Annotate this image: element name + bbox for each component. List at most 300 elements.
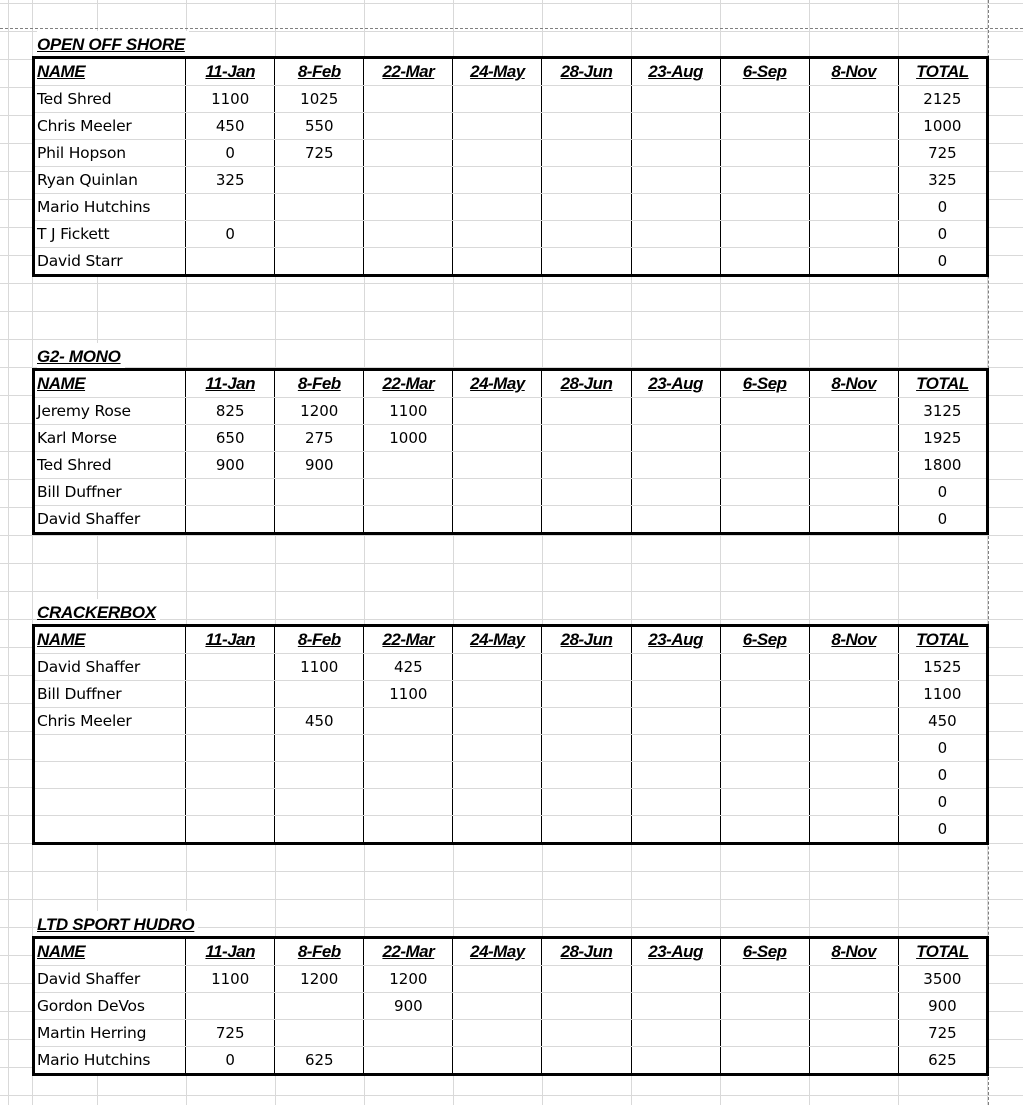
score-cell[interactable]	[186, 708, 275, 735]
score-cell[interactable]	[453, 708, 542, 735]
score-cell[interactable]	[631, 735, 720, 762]
score-cell[interactable]	[453, 86, 542, 113]
score-cell[interactable]	[809, 221, 898, 248]
score-cell[interactable]	[809, 506, 898, 534]
score-cell[interactable]	[453, 248, 542, 276]
score-cell[interactable]	[809, 681, 898, 708]
score-cell[interactable]	[364, 789, 453, 816]
score-cell[interactable]	[364, 506, 453, 534]
score-cell[interactable]	[809, 167, 898, 194]
table-row	[34, 398, 988, 425]
score-cell[interactable]	[186, 248, 275, 276]
total-cell[interactable]: 0	[898, 248, 987, 276]
total-cell[interactable]: 1525	[898, 654, 987, 681]
header-cell-date[interactable]: 28-Jun	[542, 370, 631, 398]
score-cell[interactable]	[631, 398, 720, 425]
score-cell[interactable]	[720, 167, 809, 194]
score-cell[interactable]	[720, 762, 809, 789]
section-title[interactable]: LTD SPORT HUDRO	[37, 911, 198, 939]
table-row	[34, 708, 988, 735]
score-cell[interactable]	[453, 993, 542, 1020]
score-cell[interactable]	[186, 816, 275, 844]
header-cell-name[interactable]: NAME	[34, 370, 186, 398]
score-cell[interactable]	[720, 398, 809, 425]
score-cell[interactable]	[809, 248, 898, 276]
score-cell[interactable]	[809, 816, 898, 844]
header-cell-date[interactable]: 22-Mar	[364, 370, 453, 398]
table-row	[34, 452, 988, 479]
score-cell[interactable]	[364, 194, 453, 221]
name-cell[interactable]: Ted Shred	[34, 86, 186, 113]
score-cell[interactable]	[809, 113, 898, 140]
score-cell[interactable]	[720, 140, 809, 167]
score-cell[interactable]	[364, 479, 453, 506]
table-row	[34, 654, 988, 681]
score-cell[interactable]	[542, 708, 631, 735]
table-row	[34, 735, 988, 762]
score-cell[interactable]	[809, 140, 898, 167]
score-cell[interactable]	[631, 113, 720, 140]
score-cell[interactable]	[720, 479, 809, 506]
name-cell[interactable]	[34, 735, 186, 762]
total-cell[interactable]: 0	[898, 789, 987, 816]
score-cell[interactable]	[631, 248, 720, 276]
score-cell[interactable]	[542, 762, 631, 789]
score-cell[interactable]	[275, 993, 364, 1020]
score-cell[interactable]: 900	[364, 993, 453, 1020]
score-cell[interactable]	[809, 789, 898, 816]
score-cell[interactable]: 1100	[364, 681, 453, 708]
section-title[interactable]: OPEN OFF SHORE	[37, 31, 189, 59]
total-cell[interactable]: 0	[898, 816, 987, 844]
score-cell[interactable]	[186, 506, 275, 534]
header-cell-date[interactable]: 28-Jun	[542, 626, 631, 654]
score-cell[interactable]	[631, 654, 720, 681]
name-cell[interactable]: David Shaffer	[34, 506, 186, 534]
total-cell[interactable]: 725	[898, 1020, 987, 1047]
score-cell[interactable]	[186, 762, 275, 789]
header-row	[34, 370, 988, 398]
header-cell-date[interactable]: 8-Feb	[275, 626, 364, 654]
score-cell[interactable]	[364, 221, 453, 248]
score-cell[interactable]	[542, 248, 631, 276]
score-cell[interactable]	[631, 194, 720, 221]
header-cell-date[interactable]: 8-Nov	[809, 626, 898, 654]
score-cell[interactable]	[542, 681, 631, 708]
table-row	[34, 248, 988, 276]
header-cell-date[interactable]: 11-Jan	[186, 58, 275, 86]
score-cell[interactable]: 0	[186, 1047, 275, 1075]
score-cell[interactable]	[275, 167, 364, 194]
score-cell[interactable]	[186, 654, 275, 681]
score-cell[interactable]	[720, 789, 809, 816]
score-cell[interactable]	[453, 221, 542, 248]
score-cell[interactable]	[631, 681, 720, 708]
header-cell-date[interactable]: 8-Nov	[809, 370, 898, 398]
score-cell[interactable]	[364, 167, 453, 194]
score-cell[interactable]	[453, 654, 542, 681]
score-cell[interactable]	[453, 506, 542, 534]
name-cell[interactable]: David Shaffer	[34, 654, 186, 681]
table-row	[34, 681, 988, 708]
header-cell-name[interactable]: NAME	[34, 58, 186, 86]
score-cell[interactable]: 1200	[275, 966, 364, 993]
score-cell[interactable]	[542, 425, 631, 452]
header-cell-date[interactable]: 6-Sep	[720, 58, 809, 86]
total-cell[interactable]: 0	[898, 221, 987, 248]
score-cell[interactable]: 1000	[364, 425, 453, 452]
header-cell-date[interactable]: 24-May	[453, 938, 542, 966]
score-cell[interactable]	[453, 762, 542, 789]
score-cell[interactable]	[542, 398, 631, 425]
score-cell[interactable]	[364, 140, 453, 167]
score-cell[interactable]	[809, 86, 898, 113]
score-cell[interactable]	[809, 654, 898, 681]
score-cell[interactable]	[720, 194, 809, 221]
score-cell[interactable]	[542, 1047, 631, 1075]
header-cell-date[interactable]: 8-Nov	[809, 58, 898, 86]
name-cell[interactable]: Chris Meeler	[34, 113, 186, 140]
header-cell-date[interactable]: 23-Aug	[631, 938, 720, 966]
score-cell[interactable]	[542, 113, 631, 140]
score-cell[interactable]	[631, 167, 720, 194]
score-cell[interactable]	[364, 816, 453, 844]
score-cell[interactable]	[542, 86, 631, 113]
score-cell[interactable]	[809, 398, 898, 425]
results-table	[32, 368, 989, 535]
name-cell[interactable]: Mario Hutchins	[34, 194, 186, 221]
score-cell[interactable]	[364, 248, 453, 276]
total-cell[interactable]: 625	[898, 1047, 987, 1075]
score-cell[interactable]	[364, 113, 453, 140]
score-cell[interactable]: 0	[186, 221, 275, 248]
section-title[interactable]: G2- MONO	[37, 343, 125, 371]
score-cell[interactable]	[809, 708, 898, 735]
score-cell[interactable]	[542, 194, 631, 221]
total-cell[interactable]: 0	[898, 194, 987, 221]
header-cell-date[interactable]: 11-Jan	[186, 938, 275, 966]
score-cell[interactable]	[720, 1047, 809, 1075]
score-cell[interactable]	[720, 248, 809, 276]
header-cell-date[interactable]: 8-Feb	[275, 938, 364, 966]
total-cell[interactable]: 0	[898, 479, 987, 506]
header-cell-date[interactable]: 24-May	[453, 58, 542, 86]
score-cell[interactable]	[542, 221, 631, 248]
score-cell[interactable]	[631, 479, 720, 506]
score-cell[interactable]	[186, 194, 275, 221]
score-cell[interactable]	[720, 735, 809, 762]
score-cell[interactable]	[453, 1020, 542, 1047]
score-cell[interactable]	[631, 993, 720, 1020]
table-row	[34, 816, 988, 844]
results-table	[32, 56, 989, 277]
name-cell[interactable]: T J Fickett	[34, 221, 186, 248]
score-cell[interactable]	[364, 735, 453, 762]
score-cell[interactable]	[542, 654, 631, 681]
header-cell-date[interactable]: 8-Nov	[809, 938, 898, 966]
header-cell-name[interactable]: NAME	[34, 626, 186, 654]
score-cell[interactable]	[364, 1020, 453, 1047]
score-cell[interactable]	[720, 425, 809, 452]
score-cell[interactable]: 1025	[275, 86, 364, 113]
score-cell[interactable]	[542, 452, 631, 479]
total-cell[interactable]: 725	[898, 140, 987, 167]
score-cell[interactable]	[453, 1047, 542, 1075]
name-cell[interactable]: David Starr	[34, 248, 186, 276]
table-row	[34, 86, 988, 113]
score-cell[interactable]	[809, 452, 898, 479]
score-cell[interactable]	[453, 425, 542, 452]
score-cell[interactable]	[275, 221, 364, 248]
score-cell[interactable]	[809, 735, 898, 762]
header-cell-total[interactable]: TOTAL	[898, 626, 987, 654]
table-row	[34, 221, 988, 248]
score-cell[interactable]: 425	[364, 654, 453, 681]
name-cell[interactable]	[34, 762, 186, 789]
score-cell[interactable]	[453, 113, 542, 140]
score-cell[interactable]	[720, 221, 809, 248]
score-cell[interactable]	[275, 681, 364, 708]
results-table	[32, 624, 989, 845]
table-row	[34, 479, 988, 506]
page-break-horizontal	[0, 28, 1023, 29]
score-cell[interactable]	[631, 452, 720, 479]
header-cell-date[interactable]: 28-Jun	[542, 938, 631, 966]
score-cell[interactable]	[809, 194, 898, 221]
score-cell[interactable]: 725	[186, 1020, 275, 1047]
header-cell-date[interactable]: 6-Sep	[720, 370, 809, 398]
table-row	[34, 194, 988, 221]
score-cell[interactable]	[542, 167, 631, 194]
score-cell[interactable]	[720, 816, 809, 844]
header-cell-date[interactable]: 22-Mar	[364, 58, 453, 86]
score-cell[interactable]: 550	[275, 113, 364, 140]
score-cell[interactable]	[809, 762, 898, 789]
score-cell[interactable]	[186, 479, 275, 506]
score-cell[interactable]: 900	[186, 452, 275, 479]
section-title[interactable]: CRACKERBOX	[37, 599, 160, 627]
name-cell[interactable]: Jeremy Rose	[34, 398, 186, 425]
score-cell[interactable]: 450	[275, 708, 364, 735]
total-cell[interactable]: 1000	[898, 113, 987, 140]
score-cell[interactable]	[542, 789, 631, 816]
total-cell[interactable]: 1800	[898, 452, 987, 479]
total-cell[interactable]: 325	[898, 167, 987, 194]
score-cell[interactable]	[631, 708, 720, 735]
score-cell[interactable]: 1200	[275, 398, 364, 425]
score-cell[interactable]	[542, 966, 631, 993]
header-row	[34, 626, 988, 654]
score-cell[interactable]: 1100	[275, 654, 364, 681]
score-cell[interactable]	[631, 789, 720, 816]
score-cell[interactable]	[186, 735, 275, 762]
total-cell[interactable]: 3500	[898, 966, 987, 993]
score-cell[interactable]	[275, 789, 364, 816]
score-cell[interactable]	[186, 993, 275, 1020]
name-cell[interactable]: Karl Morse	[34, 425, 186, 452]
header-cell-date[interactable]: 22-Mar	[364, 626, 453, 654]
score-cell[interactable]: 1100	[186, 966, 275, 993]
score-cell[interactable]	[720, 113, 809, 140]
score-cell[interactable]	[631, 425, 720, 452]
table-row	[34, 789, 988, 816]
score-cell[interactable]	[275, 194, 364, 221]
score-cell[interactable]	[186, 789, 275, 816]
results-table	[32, 936, 989, 1076]
score-cell[interactable]	[720, 708, 809, 735]
score-cell[interactable]	[453, 167, 542, 194]
score-cell[interactable]	[364, 452, 453, 479]
name-cell[interactable]: Gordon DeVos	[34, 993, 186, 1020]
total-cell[interactable]: 0	[898, 762, 987, 789]
table-row	[34, 1047, 988, 1075]
header-cell-date[interactable]: 23-Aug	[631, 370, 720, 398]
total-cell[interactable]: 900	[898, 993, 987, 1020]
total-cell[interactable]: 3125	[898, 398, 987, 425]
score-cell[interactable]	[720, 966, 809, 993]
name-cell[interactable]: David Shaffer	[34, 966, 186, 993]
score-cell[interactable]	[453, 140, 542, 167]
score-cell[interactable]	[364, 86, 453, 113]
total-cell[interactable]: 1925	[898, 425, 987, 452]
score-cell[interactable]	[275, 248, 364, 276]
header-cell-date[interactable]: 23-Aug	[631, 626, 720, 654]
score-cell[interactable]	[453, 398, 542, 425]
name-cell[interactable]: Bill Duffner	[34, 681, 186, 708]
header-cell-date[interactable]: 11-Jan	[186, 370, 275, 398]
score-cell[interactable]	[542, 506, 631, 534]
name-cell[interactable]: Martin Herring	[34, 1020, 186, 1047]
name-cell[interactable]: Bill Duffner	[34, 479, 186, 506]
score-cell[interactable]	[720, 452, 809, 479]
total-cell[interactable]: 0	[898, 735, 987, 762]
name-cell[interactable]: Mario Hutchins	[34, 1047, 186, 1075]
name-cell[interactable]	[34, 816, 186, 844]
score-cell[interactable]: 1200	[364, 966, 453, 993]
total-cell[interactable]: 1100	[898, 681, 987, 708]
header-cell-name[interactable]: NAME	[34, 938, 186, 966]
score-cell[interactable]	[275, 762, 364, 789]
score-cell[interactable]	[542, 993, 631, 1020]
score-cell[interactable]	[275, 506, 364, 534]
header-cell-total[interactable]: TOTAL	[898, 370, 987, 398]
name-cell[interactable]	[34, 789, 186, 816]
score-cell[interactable]	[275, 735, 364, 762]
total-cell[interactable]: 2125	[898, 86, 987, 113]
total-cell[interactable]: 0	[898, 506, 987, 534]
score-cell[interactable]: 900	[275, 452, 364, 479]
name-cell[interactable]: Ted Shred	[34, 452, 186, 479]
score-cell[interactable]	[186, 681, 275, 708]
score-cell[interactable]	[720, 681, 809, 708]
score-cell[interactable]	[453, 789, 542, 816]
score-cell[interactable]	[453, 194, 542, 221]
score-cell[interactable]	[631, 86, 720, 113]
score-cell[interactable]	[542, 140, 631, 167]
score-cell[interactable]	[364, 762, 453, 789]
header-cell-date[interactable]: 11-Jan	[186, 626, 275, 654]
score-cell[interactable]	[275, 816, 364, 844]
table-row	[34, 113, 988, 140]
header-cell-date[interactable]: 8-Feb	[275, 370, 364, 398]
score-cell[interactable]	[809, 1047, 898, 1075]
header-cell-total[interactable]: TOTAL	[898, 58, 987, 86]
score-cell[interactable]	[809, 966, 898, 993]
score-cell[interactable]	[631, 221, 720, 248]
score-cell[interactable]	[720, 1020, 809, 1047]
score-cell[interactable]	[453, 452, 542, 479]
score-cell[interactable]: 1100	[186, 86, 275, 113]
header-cell-date[interactable]: 22-Mar	[364, 938, 453, 966]
table-row	[34, 425, 988, 452]
score-cell[interactable]	[542, 735, 631, 762]
score-cell[interactable]	[453, 681, 542, 708]
total-cell[interactable]: 450	[898, 708, 987, 735]
score-cell[interactable]	[720, 993, 809, 1020]
header-cell-date[interactable]: 28-Jun	[542, 58, 631, 86]
score-cell[interactable]	[631, 506, 720, 534]
score-cell[interactable]: 725	[275, 140, 364, 167]
score-cell[interactable]	[364, 1047, 453, 1075]
header-cell-date[interactable]: 24-May	[453, 370, 542, 398]
score-cell[interactable]: 625	[275, 1047, 364, 1075]
score-cell[interactable]	[809, 993, 898, 1020]
score-cell[interactable]: 650	[186, 425, 275, 452]
score-cell[interactable]	[542, 479, 631, 506]
header-cell-date[interactable]: 23-Aug	[631, 58, 720, 86]
score-cell[interactable]	[720, 506, 809, 534]
score-cell[interactable]	[453, 479, 542, 506]
score-cell[interactable]	[542, 816, 631, 844]
score-cell[interactable]: 450	[186, 113, 275, 140]
table-row	[34, 993, 988, 1020]
score-cell[interactable]	[542, 1020, 631, 1047]
score-cell[interactable]	[809, 425, 898, 452]
name-cell[interactable]: Chris Meeler	[34, 708, 186, 735]
header-row	[34, 938, 988, 966]
score-cell[interactable]	[631, 1020, 720, 1047]
header-cell-date[interactable]: 8-Feb	[275, 58, 364, 86]
score-cell[interactable]	[453, 966, 542, 993]
header-cell-date[interactable]: 6-Sep	[720, 938, 809, 966]
score-cell[interactable]	[275, 1020, 364, 1047]
table-row	[34, 966, 988, 993]
score-cell[interactable]: 325	[186, 167, 275, 194]
score-cell[interactable]: 825	[186, 398, 275, 425]
header-cell-total[interactable]: TOTAL	[898, 938, 987, 966]
score-cell[interactable]	[809, 1020, 898, 1047]
score-cell[interactable]	[453, 735, 542, 762]
score-cell[interactable]: 0	[186, 140, 275, 167]
score-cell[interactable]: 1100	[364, 398, 453, 425]
score-cell[interactable]: 275	[275, 425, 364, 452]
score-cell[interactable]	[809, 479, 898, 506]
score-cell[interactable]	[453, 816, 542, 844]
score-cell[interactable]	[720, 654, 809, 681]
name-cell[interactable]: Ryan Quinlan	[34, 167, 186, 194]
header-cell-date[interactable]: 24-May	[453, 626, 542, 654]
score-cell[interactable]	[631, 762, 720, 789]
header-cell-date[interactable]: 6-Sep	[720, 626, 809, 654]
score-cell[interactable]	[720, 86, 809, 113]
score-cell[interactable]	[275, 479, 364, 506]
name-cell[interactable]: Phil Hopson	[34, 140, 186, 167]
score-cell[interactable]	[631, 1047, 720, 1075]
score-cell[interactable]	[364, 708, 453, 735]
score-cell[interactable]	[631, 140, 720, 167]
score-cell[interactable]	[631, 966, 720, 993]
score-cell[interactable]	[631, 816, 720, 844]
